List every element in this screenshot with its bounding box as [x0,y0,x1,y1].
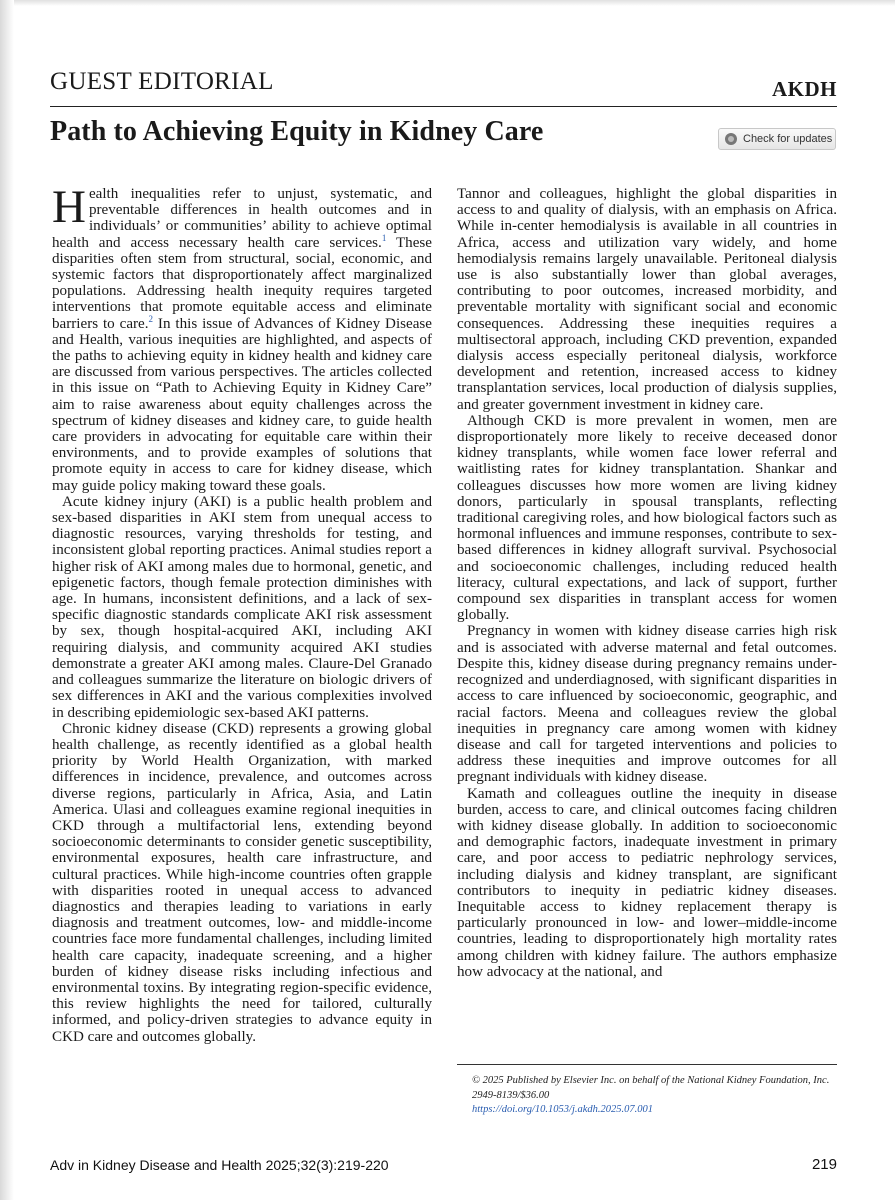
page-number: 219 [811,1156,837,1173]
intro-text-c: In this issue of Advances of Kidney Disease and Health, various inequities are highlighted, and aspects of the paths to achieving equity in kidney health and kidney care are discussed from various perspectives. The articles collected in this issue on “Path to Achieving Equity in Kidney Care” aim to raise awareness about equity challenges across the spectrum of kidney diseases and kidney care, to guide health care providers in advocating for equitable care within their environments, and to provide examples of solutions that promote equity in access to care for kidney disease, which may guide policy making toward these goals. [52,315,432,494]
paragraph-transplant: Although CKD is more prevalent in women, men are disproportionately more likely to receive deceased donor kidney transplants, while women face lower referral and waitlisting rates for kidney transplantation. Shankar and colleagues discusses how more women are living kidney donors, particularly in spousal transplants, reflecting traditional caregiving roles, and how biological factors such as hormonal influences and immune responses, contribute to sex-based differences in kidney allograft survival. Psychosocial and socioeconomic challenges, including reduced health literacy, cultural expectations, and lack of support, further compound sex disparities in transplant access for women globally. [457,412,837,624]
page-edge-shadow [0,0,14,1200]
update-badge-icon [725,133,737,145]
paragraph-aki: Acute kidney injury (AKI) is a public health problem and sex-based disparities in AKI stem from unequal access to diagnostic resources, varying thresholds for testing, and inconsistent global reporting practices. Animal studies report a higher risk of AKI among males due to hormonal, genetic, and epigenetic factors, though female protection diminishes with age. In humans, inconsistent definitions, and a lack of sex-specific diagnostic standards complicate AKI risk assessment by sex, though hospital-acquired AKI, including AKI requiring dialysis, and community acquired AKI studies demonstrate a greater AKI among males. Claure-Del Granado and colleagues summarize the literature on biologic drivers of sex differences in AKI and the various complexities involved in describing epidemiologic sex-based AKI patterns. [52,493,432,721]
right-column [457,186,837,980]
issn-price: 2949-8139/$36.00 [472,1089,550,1101]
section-label: GUEST EDITORIAL [50,68,274,95]
reference-2-link[interactable]: 2 [148,313,154,324]
paragraph-ckd: Chronic kidney disease (CKD) represents a growing global health challenge, as recently identified as a global health priority by World Health Organization, with marked differences in incidence, prevalence, and outcomes across diverse regions, particularly in Africa, Asia, and Latin America. Ulasi and colleagues examine regional inequities in CKD through a multifactorial lens, extending beyond socioeconomic determinants to consider genetic susceptibility, environmental exposures, health care infrastructure, and cultural practices. While high-income countries often grapple with disparities rooted in unequal access to advanced diagnostics and therapies leading to variations in early diagnosis and treatment outcomes, low- and middle-income countries face more fundamental challenges, including limited health care capacity, inadequate screening, and a higher burden of kidney disease risks including infectious and environmental toxins. By integrating region-specific evidence, this review highlights the need for tailored, culturally informed, and policy-driven strategies to advance equity in CKD care and outcomes globally. [52,720,432,1045]
check-for-updates-label: Check for updates [743,133,833,145]
journal-citation: Adv in Kidney Disease and Health 2025;32(3):219-220 [50,1157,389,1173]
journal-abbreviation: AKDH [772,77,837,101]
page-top-shadow [14,0,895,6]
reference-1-link[interactable]: 1 [381,232,387,243]
intro-text-b: These disparities often stem from structural, social, economic, and systemic factors that disproportionately affect marginalized populations. Addressing health inequity requires targeted interventions that promote equitable access and eliminate barriers to care. [52,234,432,332]
footnote [472,1074,837,1118]
paragraph-pediatric: Kamath and colleagues outline the inequity in disease burden, access to care, and clinical outcomes facing children with kidney disease globally. In addition to socioeconomic and demographic factors, inadequate investment in primary care, and poor access to pediatric nephrology services, including dialysis and kidney transplant, are significant contributors to inequity in pediatric kidney diseases. Inequitable access to kidney replacement therapy is particularly pronounced in low- and lower–middle-income countries, leading to disproportionately high mortality rates among children with kidney failure. The authors emphasize how advocacy at the national, and [457,785,837,980]
copyright-notice: © 2025 Published by Elsevier Inc. on behalf of the National Kidney Foundation, Inc. [472,1075,830,1086]
header-rule [50,106,837,107]
left-column [52,181,432,1045]
intro-text-a: ealth inequalities refer to unjust, systematic, and preventable differences in health outcomes and in individuals’ or communities’ ability to achieve optimal health and access necessary health care services. [52,186,432,251]
article-title: Path to Achieving Equity in Kidney Care [50,116,544,147]
doi-link[interactable]: https://doi.org/10.1053/j.akdh.2025.07.001 [472,1104,654,1115]
drop-cap: H [52,181,86,233]
check-for-updates-button[interactable] [718,128,836,150]
paragraph-intro [52,181,432,494]
footnote-rule [457,1064,837,1065]
paragraph-dialysis: Tannor and colleagues, highlight the global disparities in access to and quality of dialysis, with an emphasis on Africa. While in-center hemodialysis is available in all countries in Africa, access and utilization vary widely, and home hemodialysis remains largely unavailable. Peritoneal dialysis use is also substantially lower than global averages, contributing to poor outcomes, increased morbidity, and preventable mortality with significant social and economic consequences. Addressing these inequities requires a multisectoral approach, including CKD prevention, expanded dialysis access especially peritoneal dialysis, workforce development and retention, increased access to kidney transplantation services, local production of dialysis supplies, and greater government investment in kidney care. [457,186,837,413]
paragraph-pregnancy: Pregnancy in women with kidney disease carries high risk and is associated with adverse maternal and fetal outcomes. Despite this, kidney disease during pregnancy remains under-recognized and underdiagnosed, with significant disparities in access to care influenced by socioeconomic, geographic, and racial factors. Meena and colleagues review the global inequities in pregnancy care among women with kidney disease and call for targeted interventions and policies to address these inequities and improve outcomes for all pregnant individuals with kidney disease. [457,623,837,786]
